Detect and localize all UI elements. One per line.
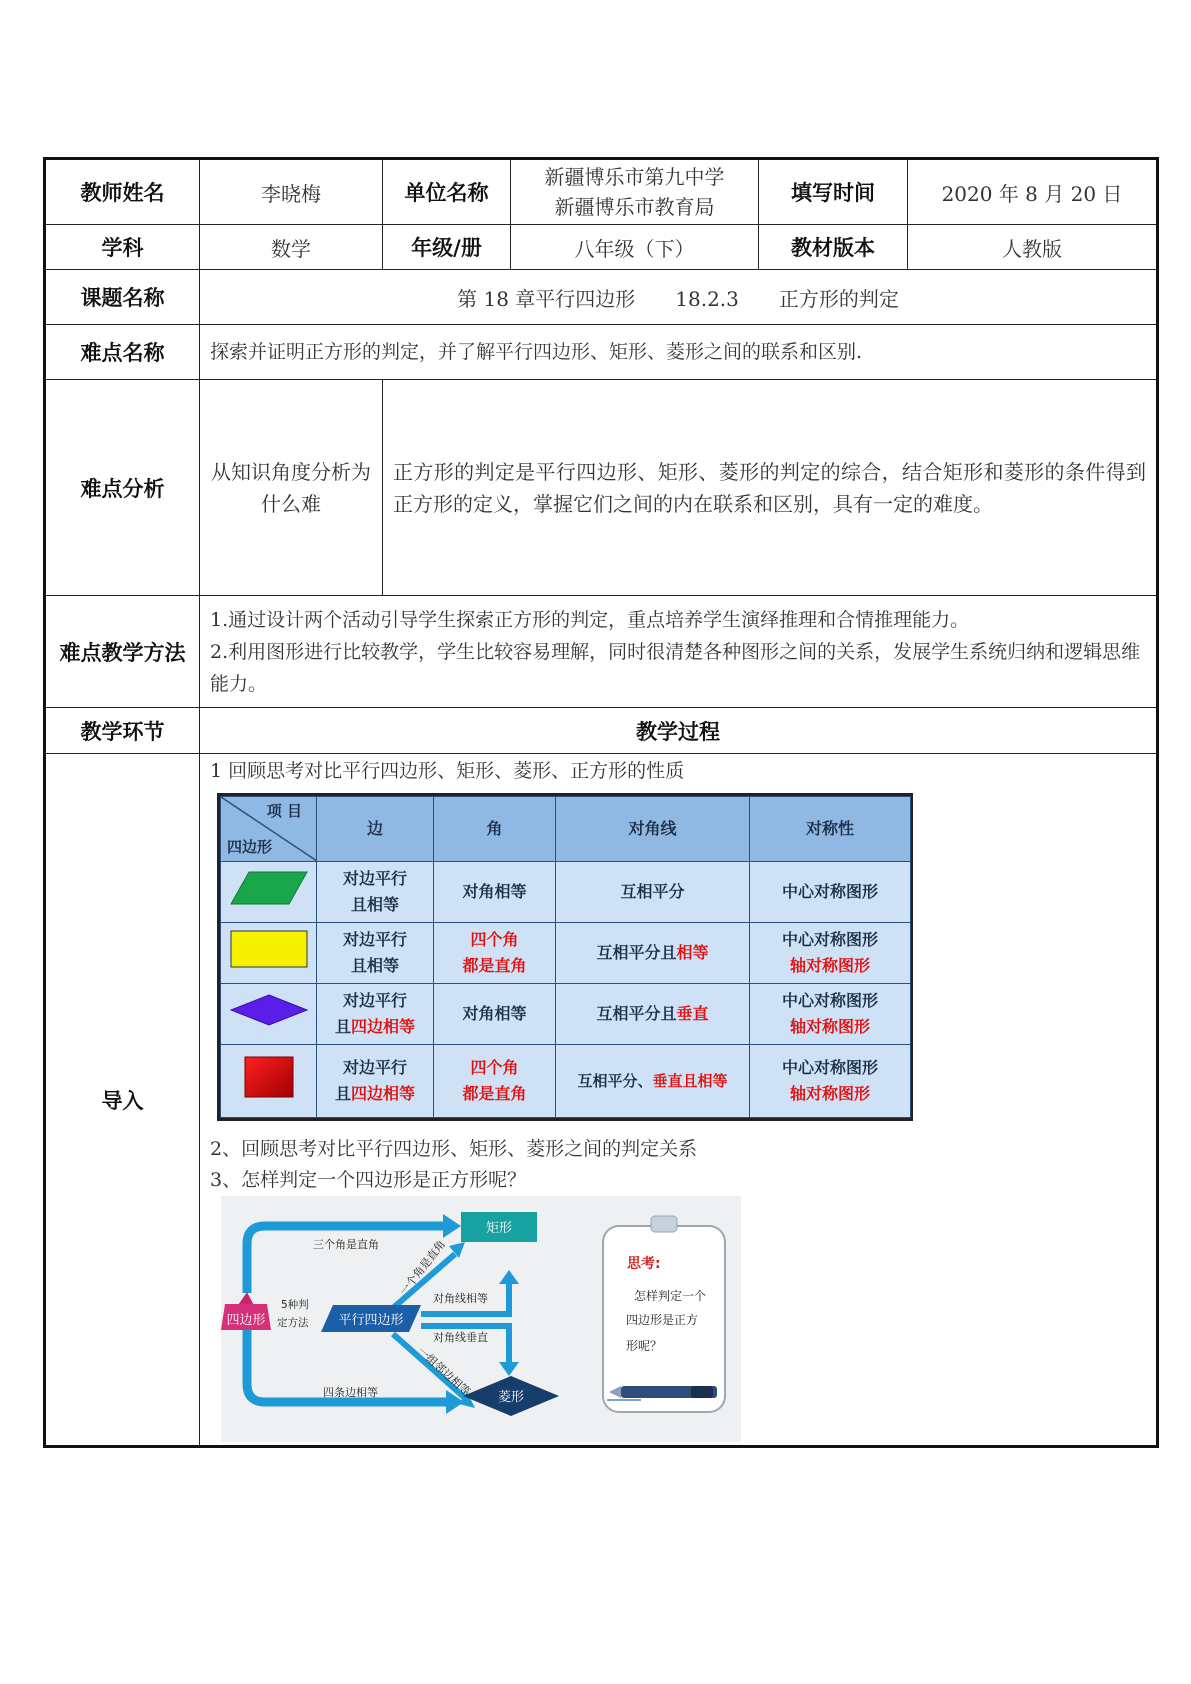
three-right-angles-label: 三个角是直角 <box>313 1238 379 1251</box>
square-angle-2: 都是直角 <box>462 1083 527 1103</box>
corner-bottom-label: 四边形 <box>227 838 273 856</box>
header-diagonal: 对角线 <box>556 797 750 862</box>
analysis-label: 难点分析 <box>45 380 200 596</box>
parallelogram-icon <box>229 870 309 906</box>
rectangle-symmetry-1: 中心对称图形 <box>781 929 878 949</box>
one-right-angle-label: 一个角是直角 <box>397 1237 448 1298</box>
topic-value: 第 18 章平行四边形 18.2.3 正方形的判定 <box>200 270 1158 325</box>
think-line-2: 四边形是正方 <box>626 1313 699 1327</box>
square-diagonal <box>556 1044 750 1117</box>
teacher-name: 李晓梅 <box>200 159 383 225</box>
difficulty-value: 探索并证明正方形的判定，并了解平行四边形、矩形、菱形之间的联系和区别. <box>200 325 1158 380</box>
unit-line-2: 新疆博乐市教育局 <box>554 195 715 219</box>
square-angle-1: 四个角 <box>470 1057 519 1077</box>
rhombus-angle: 对角相等 <box>434 983 556 1044</box>
row-square <box>221 1044 911 1117</box>
rhombus-symmetry-1: 中心对称图形 <box>781 990 878 1010</box>
rectangle-angle <box>434 922 556 983</box>
difficulty-label: 难点名称 <box>45 325 200 380</box>
rhombus-side-1: 对边平行 <box>342 990 407 1010</box>
rectangle-side-2: 且相等 <box>350 955 399 975</box>
square-shape <box>221 1044 317 1117</box>
square-icon <box>242 1055 296 1099</box>
parallelogram-angle: 对角相等 <box>434 862 556 923</box>
square-angle <box>434 1044 556 1117</box>
process-stage-label: 教学环节 <box>45 708 200 754</box>
think-line-3: 形呢？ <box>626 1339 663 1353</box>
intro-step-1: 1 回顾思考对比平行四边形、矩形、菱形、正方形的性质 <box>210 760 685 782</box>
corner-top-label: 项 目 <box>266 802 302 820</box>
unit-line-1: 新疆博乐市第九中学 <box>544 165 725 189</box>
square-diagonal-pre: 互相平分、 <box>577 1071 653 1090</box>
square-side-2-pre: 且 <box>334 1083 351 1103</box>
rectangle-side <box>317 922 434 983</box>
five-methods-line-1: 5种判 <box>281 1299 309 1311</box>
analysis-value: 正方形的判定是平行四边形、矩形、菱形的判定的综合，结合矩形和菱形的条件得到正方形的定义，掌握它们之间的内在联系和区别，具有一定的难度。 <box>383 380 1158 596</box>
method-line-2: 2.利用图形进行比较教学，学生比较容易理解，同时很清楚各种图形之间的关系，发展学生系统归纳和逻辑思维能力。 <box>210 640 1141 695</box>
square-side-2 <box>317 1081 433 1107</box>
parallelogram-diagonal: 互相平分 <box>556 862 750 923</box>
arrowhead-top <box>443 1214 461 1238</box>
diag-equal-label: 对角线相等 <box>433 1292 488 1305</box>
intro-step-2: 2、回顾思考对比平行四边形、矩形、菱形之间的判定关系 <box>210 1138 698 1160</box>
four-sides-equal-label: 四条边相等 <box>323 1386 378 1399</box>
rectangle-icon <box>229 929 309 969</box>
table-corner-cell <box>221 797 317 862</box>
grade-label: 年级/册 <box>383 225 511 270</box>
header-side: 边 <box>317 797 434 862</box>
rectangle-angle-2: 都是直角 <box>462 955 527 975</box>
rhombus-side-2-red: 四边相等 <box>351 1016 416 1036</box>
rhombus-diagonal-red: 垂直 <box>676 1003 709 1023</box>
parallelogram-shape <box>221 862 317 923</box>
unit-label: 单位名称 <box>383 159 511 225</box>
rectangle-symmetry <box>750 922 911 983</box>
rhombus-side-2 <box>317 1014 433 1040</box>
parallelogram-side-2: 且相等 <box>350 894 399 914</box>
grade-value: 八年级（下） <box>511 225 759 270</box>
rectangle-diagonal-red: 相等 <box>676 942 709 962</box>
quad-node-label: 四边形 <box>226 1313 266 1328</box>
rectangle-side-1: 对边平行 <box>342 929 407 949</box>
parallelogram-side <box>317 862 434 923</box>
rhombus-shape <box>221 983 317 1044</box>
square-diagonal-red: 垂直且相等 <box>652 1071 728 1090</box>
pen-icon <box>607 1386 717 1400</box>
rhombus-side <box>317 983 434 1044</box>
square-side <box>317 1044 434 1117</box>
rectangle-symmetry-2: 轴对称图形 <box>789 955 870 975</box>
square-symmetry <box>750 1044 911 1117</box>
rhombus-icon <box>229 993 309 1027</box>
header-symmetry: 对称性 <box>750 797 911 862</box>
five-methods-line-2: 定方法 <box>277 1317 309 1329</box>
parallelogram-symmetry: 中心对称图形 <box>750 862 911 923</box>
square-symmetry-2: 轴对称图形 <box>789 1083 870 1103</box>
topic-label: 课题名称 <box>45 270 200 325</box>
analysis-sub-label-text: 从知识角度分析为什么难 <box>211 459 371 516</box>
diag-perp-label: 对角线垂直 <box>433 1331 488 1344</box>
row-rhombus <box>221 983 911 1044</box>
think-title: 思考: <box>627 1256 661 1272</box>
square-symmetry-1: 中心对称图形 <box>781 1057 878 1077</box>
rectangle-diagonal <box>556 922 750 983</box>
teacher-label: 教师姓名 <box>45 159 200 225</box>
fill-date: 2020 年 8 月 20 日 <box>908 159 1158 225</box>
arrowhead-diag-equal <box>499 1270 519 1284</box>
rhombus-diagonal-pre: 互相平分且 <box>596 1003 677 1023</box>
judgement-flow-diagram <box>221 1196 741 1442</box>
clip-icon <box>651 1216 677 1232</box>
rectangle-node-label: 矩形 <box>485 1221 513 1236</box>
arrowhead-diag-perp <box>499 1362 519 1376</box>
method-value <box>200 596 1158 708</box>
rhombus-side-2-pre: 且 <box>334 1016 351 1036</box>
think-line-1: 怎样判定一个 <box>634 1289 707 1303</box>
adjacent-equal-label: 一组邻边相等 <box>414 1344 473 1399</box>
row-parallelogram <box>221 862 911 923</box>
process-label: 教学过程 <box>200 708 1158 754</box>
edition-value: 人教版 <box>908 225 1158 270</box>
square-side-1: 对边平行 <box>342 1057 407 1077</box>
parallelogram-node-label: 平行四边形 <box>338 1313 404 1328</box>
row-rectangle <box>221 922 911 983</box>
subject-label: 学科 <box>45 225 200 270</box>
method-label: 难点教学方法 <box>45 596 200 708</box>
rhombus-diagonal <box>556 983 750 1044</box>
square-side-2-red: 四边相等 <box>351 1083 416 1103</box>
rectangle-diagonal-pre: 互相平分且 <box>596 942 677 962</box>
method-line-1: 1.通过设计两个活动引导学生探索正方形的判定，重点培养学生演绎推理和合情推理能力。 <box>210 608 970 631</box>
rectangle-angle-1: 四个角 <box>470 929 519 949</box>
rhombus-symmetry <box>750 983 911 1044</box>
analysis-sub-label <box>200 380 383 596</box>
intro-label: 导入 <box>45 754 200 1447</box>
rectangle-shape <box>221 922 317 983</box>
properties-comparison-table <box>217 793 913 1121</box>
header-angle: 角 <box>434 797 556 862</box>
parallelogram-side-1: 对边平行 <box>342 868 407 888</box>
unit-name <box>511 159 759 225</box>
intro-step-3: 3、怎样判定一个四边形是正方形呢？ <box>210 1169 527 1191</box>
subject-value: 数学 <box>200 225 383 270</box>
rhombus-node-label: 菱形 <box>497 1390 525 1405</box>
edition-label: 教材版本 <box>759 225 908 270</box>
rhombus-symmetry-2: 轴对称图形 <box>789 1016 870 1036</box>
date-label: 填写时间 <box>759 159 908 225</box>
